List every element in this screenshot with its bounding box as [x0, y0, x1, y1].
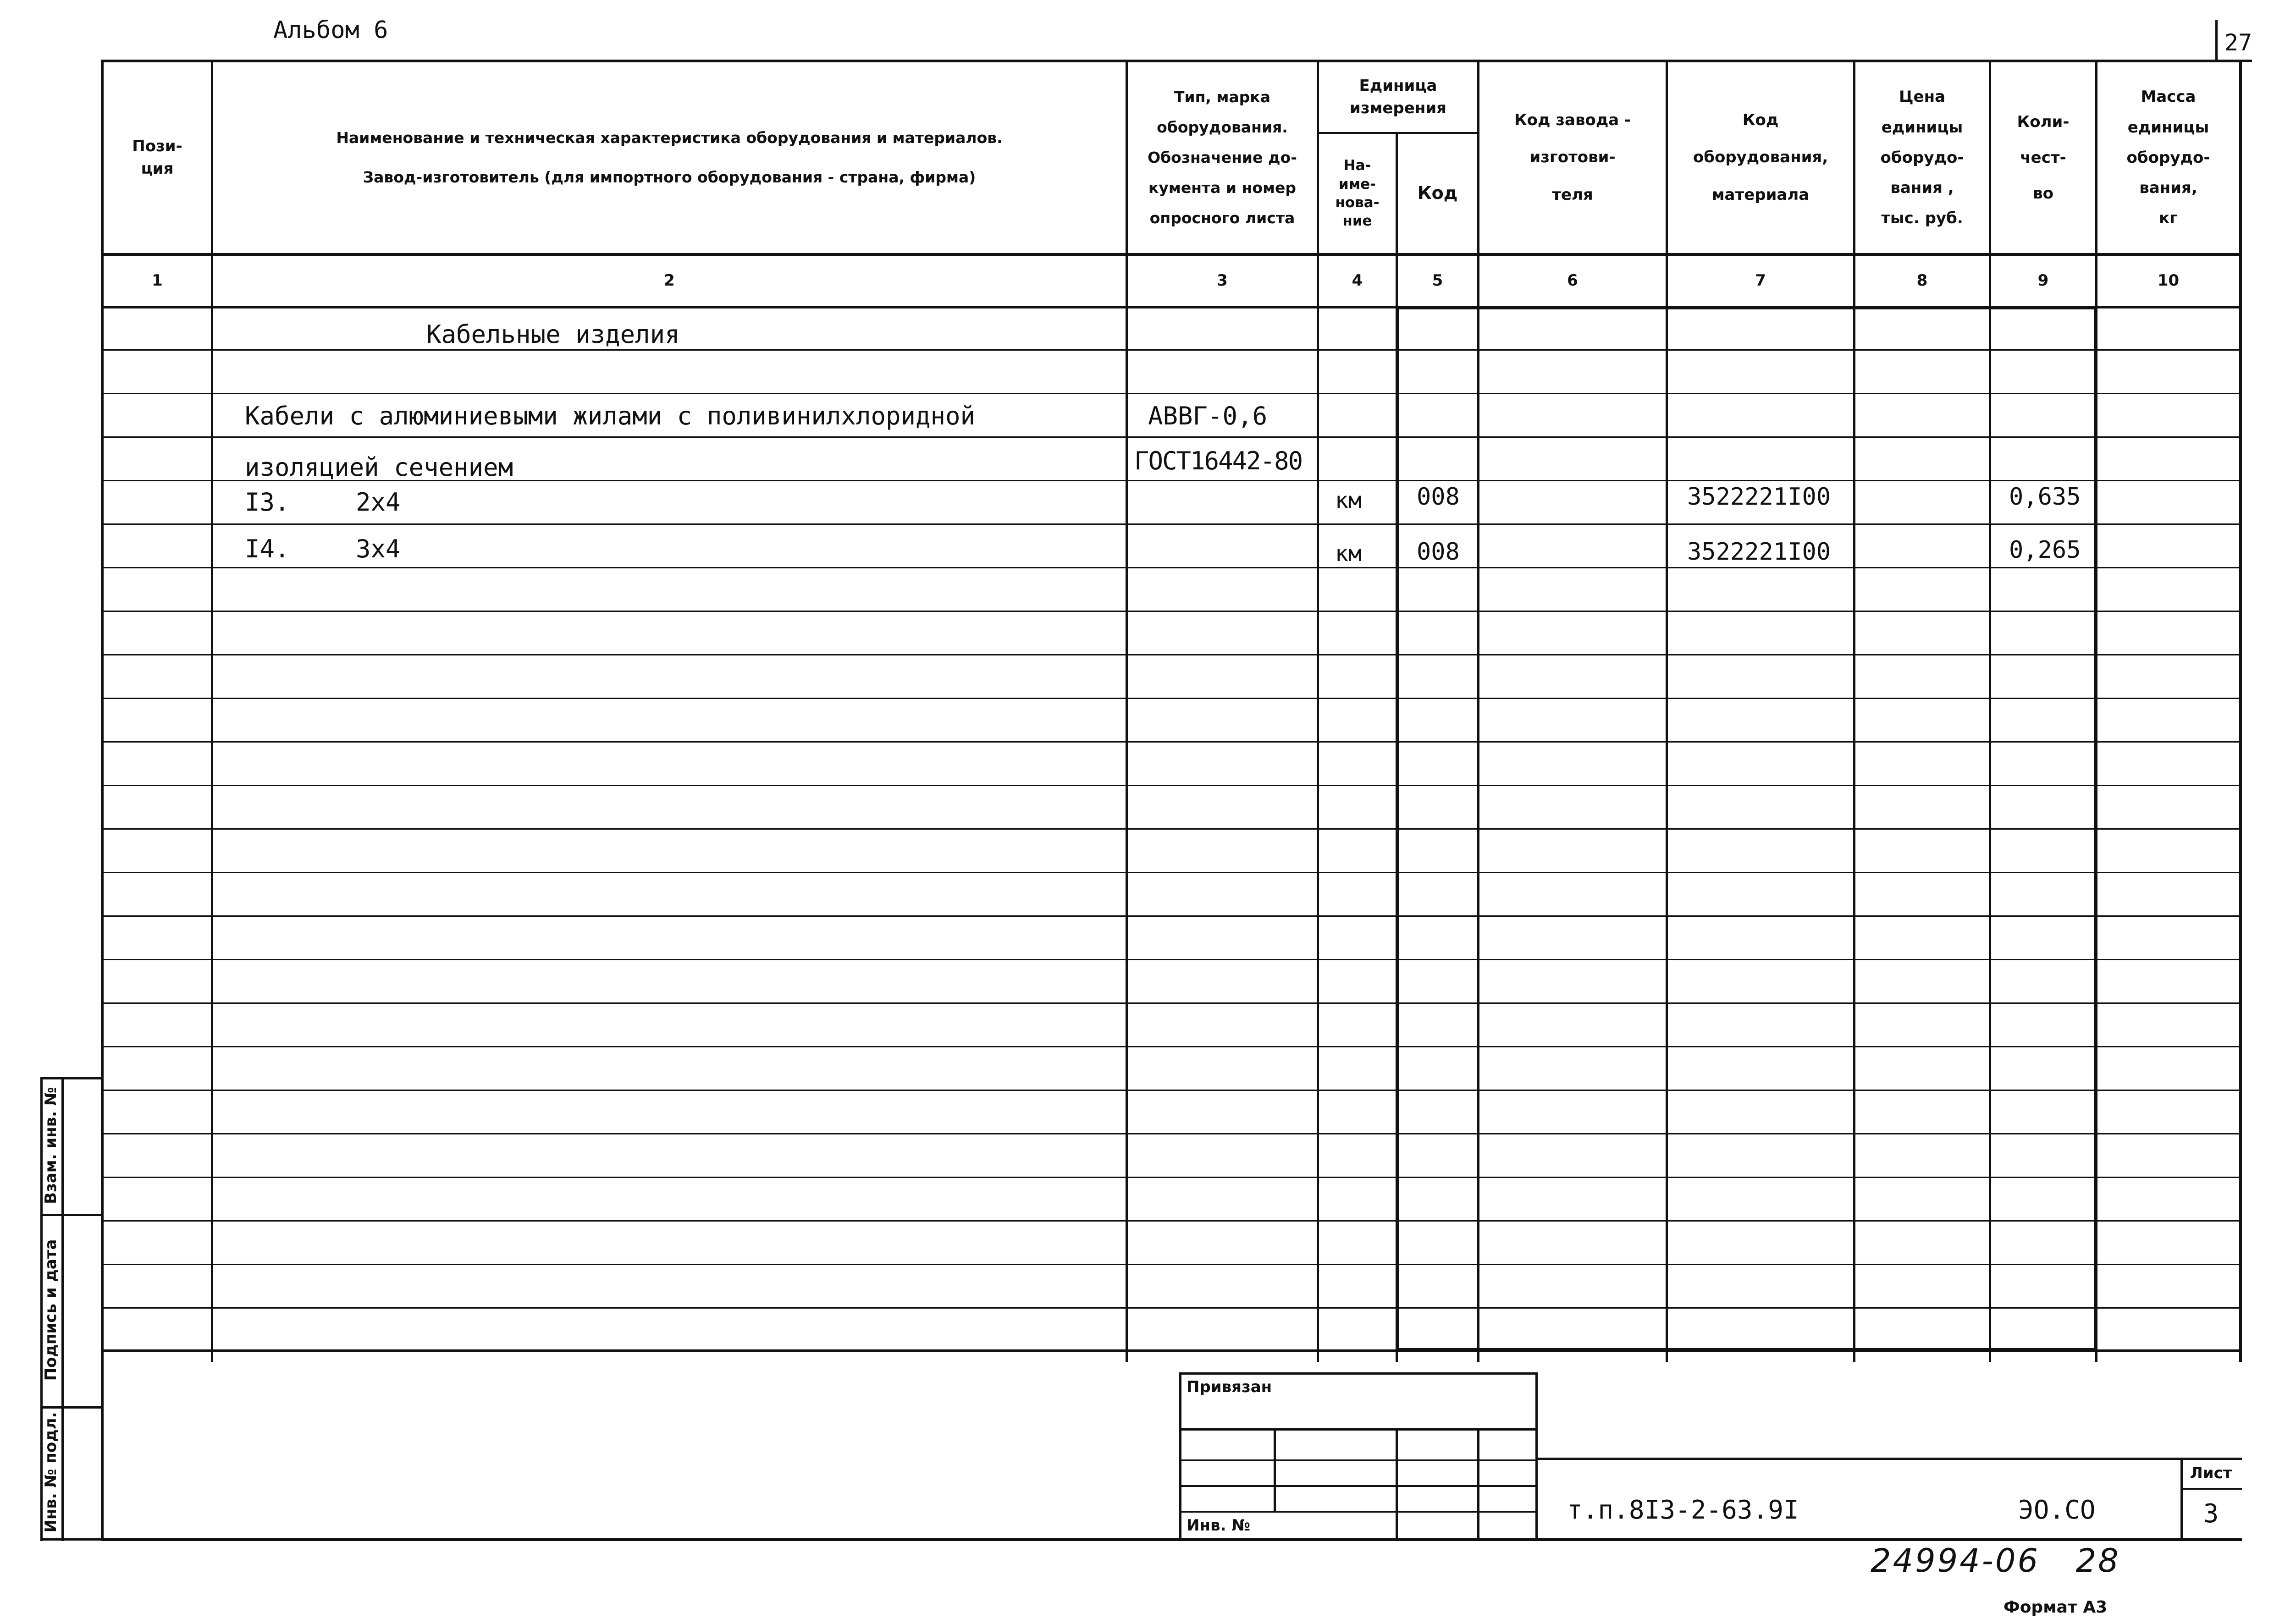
row-line	[101, 1090, 2242, 1091]
header-mass-text: Масса единицы оборудо- вания, кг	[2126, 88, 2210, 228]
page-number-divider	[2215, 20, 2218, 60]
row-line	[101, 349, 2242, 351]
row-line	[101, 1307, 2242, 1309]
item-quantity: 0,635	[2009, 483, 2081, 511]
privyazan-line-4	[1179, 1511, 1538, 1513]
row-line	[101, 1046, 2242, 1047]
item-material-code: 3522221I00	[1687, 483, 1831, 511]
sheet-code: ЭО.СО	[2018, 1495, 2096, 1525]
header-unit-group	[1319, 62, 1477, 132]
stamp-vzam-inv: Взам. инв. №	[42, 1087, 60, 1204]
header-type	[1128, 62, 1317, 253]
col-line-2	[1126, 60, 1128, 1362]
colnum-2: 2	[664, 271, 675, 290]
colnum-9: 9	[2037, 271, 2049, 290]
body-bottom-line	[101, 1349, 2242, 1352]
row-line	[101, 741, 2242, 743]
item-quantity: 0,265	[2009, 536, 2081, 564]
item-unit-code: 008	[1417, 538, 1460, 566]
cable-type: АВВГ-0,6	[1148, 402, 1268, 430]
row-line	[101, 872, 2242, 873]
list-label: Лист	[2190, 1464, 2232, 1483]
item-unit: км	[1335, 488, 1362, 513]
privyazan-line-3	[1179, 1485, 1538, 1487]
header-price-text: Цена единицы оборудо- вания , тыс. руб.	[1880, 88, 1964, 228]
item-position: I3.	[245, 488, 290, 517]
colnum-3: 3	[1217, 271, 1228, 290]
item-size: 3х4	[356, 534, 401, 563]
document-code: т.п.8I3-2-63.9I	[1567, 1495, 1799, 1525]
row-line	[101, 436, 2242, 438]
row-line	[101, 1177, 2242, 1178]
header-factory-code	[1479, 62, 1666, 253]
page-top-number: 27	[2224, 29, 2252, 56]
title-block-top-line	[1538, 1458, 2242, 1460]
header-factory-code-text: Код завода - изготови- теля	[1514, 110, 1631, 204]
privyazan-label: Привязан	[1187, 1378, 1272, 1396]
header-material-code-text: Код оборудования, материала	[1693, 110, 1828, 204]
header-mass	[2097, 62, 2239, 253]
inv-no-label: Инв. №	[1187, 1516, 1251, 1535]
header-qty	[1991, 62, 2095, 253]
privyazan-col-3	[1477, 1428, 1479, 1541]
colnum-6: 6	[1567, 271, 1578, 290]
table-bottom-border	[101, 1538, 2242, 1541]
row-line	[101, 567, 2242, 568]
row-line	[101, 1133, 2242, 1134]
colnum-7: 7	[1755, 271, 1766, 290]
stamp-inv-podl: Инв. № подл.	[42, 1412, 60, 1533]
row-line	[101, 654, 2242, 655]
row-line	[101, 785, 2242, 786]
item-size: 2х4	[356, 488, 401, 517]
section-title: Кабельные изделия	[426, 320, 680, 349]
row-line	[101, 828, 2242, 830]
item-position: I4.	[245, 534, 290, 563]
header-name-text: Наименование и техническая характеристика оборудования и материалов. Завод-изготовитель (для импортного оборудования - страна, фирма)	[336, 129, 1003, 186]
row-line	[101, 393, 2242, 394]
row-line	[101, 698, 2242, 699]
cable-description-line2: изоляцией сечением	[245, 453, 513, 482]
row-line	[101, 959, 2242, 960]
header-unit-group-text: Единица измерения	[1350, 76, 1446, 117]
colnum-8: 8	[1916, 271, 1928, 290]
row-line	[101, 523, 2242, 525]
album-title: Альбом 6	[273, 17, 388, 44]
row-line	[101, 1002, 2242, 1004]
row-line	[101, 1264, 2242, 1265]
row-line	[101, 1220, 2242, 1222]
header-price	[1855, 62, 1989, 253]
stamp-podpis-data: Подпись и дата	[42, 1239, 60, 1381]
row-line	[101, 611, 2242, 612]
side-stamp-mid-border	[61, 1077, 64, 1541]
side-stamp-bottom	[40, 1538, 104, 1541]
col-line-3	[1317, 60, 1319, 1362]
handwritten-archive-number: 24994-06 28	[1871, 1542, 2120, 1580]
header-unit-code-text: Код	[1417, 183, 1458, 204]
item-unit: км	[1335, 541, 1362, 567]
header-qty-text: Коли- чест- во	[2017, 112, 2070, 203]
header-material-code	[1668, 62, 1853, 253]
colnum-5: 5	[1432, 271, 1443, 290]
colnum-4: 4	[1352, 271, 1363, 290]
colnum-10: 10	[2157, 271, 2180, 290]
format-label: Формат А3	[2004, 1598, 2108, 1617]
col-line-1	[211, 60, 213, 1362]
header-unit-code	[1398, 134, 1477, 253]
header-name	[213, 62, 1126, 253]
privyazan-line-2	[1179, 1459, 1538, 1461]
header-unit-name-text: На- име- нова- ние	[1335, 157, 1380, 230]
privyazan-box	[1179, 1372, 1538, 1541]
privyazan-col-1	[1274, 1428, 1276, 1511]
header-position-text: Пози- ция	[132, 137, 182, 178]
item-unit-code: 008	[1417, 483, 1460, 511]
item-material-code: 3522221I00	[1687, 538, 1831, 566]
header-position	[104, 62, 211, 253]
row-line	[101, 915, 2242, 917]
list-number: 3	[2203, 1499, 2219, 1529]
privyazan-line-1	[1179, 1428, 1538, 1431]
cable-standard: ГОСТ16442-80	[1134, 446, 1303, 475]
header-type-text: Тип, марка оборудования. Обозначение до- кумента и номер опросного листа	[1148, 88, 1297, 227]
header-unit-name	[1319, 134, 1396, 253]
cable-description-line1: Кабели с алюминиевыми жилами с поливинилхлоридной	[245, 402, 976, 430]
privyazan-col-2	[1396, 1428, 1398, 1541]
colnum-1: 1	[152, 271, 163, 290]
